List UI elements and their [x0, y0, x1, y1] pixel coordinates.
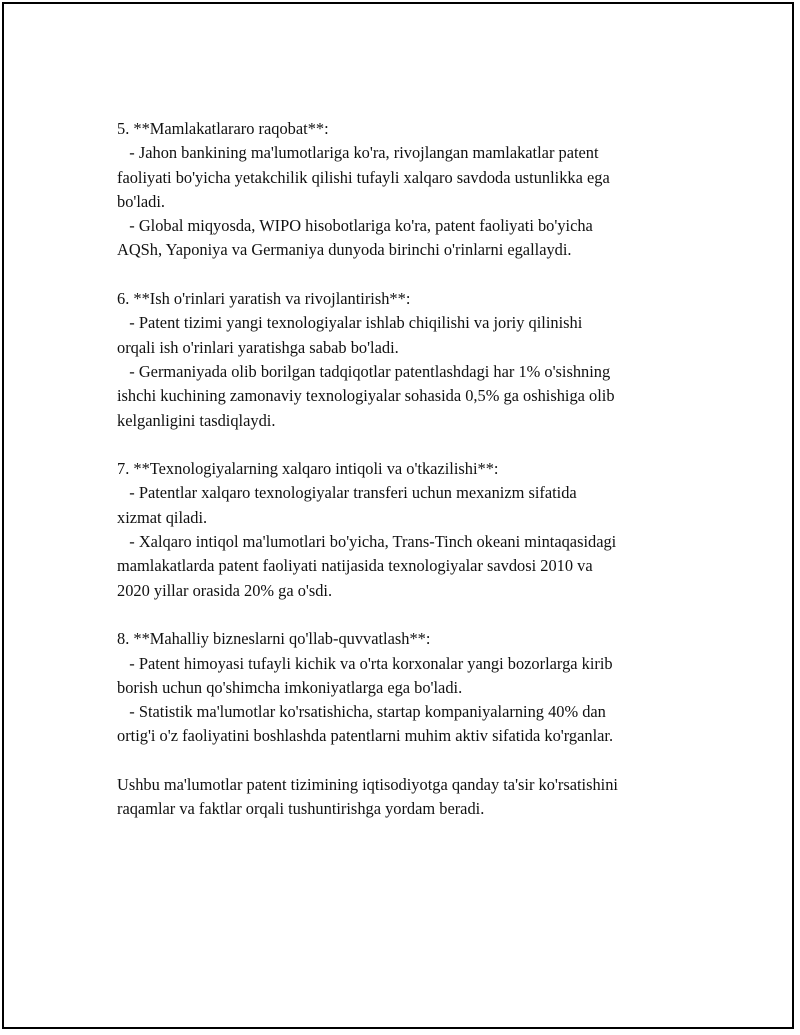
- section-7: [117, 457, 717, 603]
- section-line: borish uchun qo'shimcha imkoniyatlarga ega bo'ladi.: [117, 677, 463, 697]
- section-8: [117, 627, 717, 748]
- section-line: - Global miqyosda, WIPO hisobotlariga ko'ra, patent faoliyati bo'yicha: [117, 216, 593, 236]
- section-line: xizmat qiladi.: [117, 507, 208, 527]
- section-line: orqali ish o'rinlari yaratishga sabab bo'ladi.: [117, 337, 399, 357]
- section-line: - Patent tizimi yangi texnologiyalar ishlab chiqilishi va joriy qilinishi: [117, 313, 583, 333]
- section-5: [117, 117, 717, 263]
- section-line: faoliyati bo'yicha yetakchilik qilishi tufayli xalqaro savdoda ustunlikka ega: [117, 167, 610, 187]
- section-heading: 6. **Ish o'rinlari yaratish va rivojlantirish**:: [117, 289, 411, 309]
- section-line: - Germaniyada olib borilgan tadqiqotlar patentlashdagi har 1% o'sishning: [117, 361, 611, 381]
- section-line: mamlakatlarda patent faoliyati natijasida texnologiyalar savdosi 2010 va: [117, 556, 593, 576]
- section-line: - Jahon bankining ma'lumotlariga ko'ra, rivojlangan mamlakatlar patent: [117, 143, 599, 163]
- section-6: [117, 287, 717, 433]
- conclusion-paragraph: [117, 773, 717, 822]
- section-line: - Patent himoyasi tufayli kichik va o'rta korxonalar yangi bozorlarga kirib: [117, 653, 613, 673]
- section-line: ishchi kuchining zamonaviy texnologiyalar sohasida 0,5% ga oshishiga olib: [117, 386, 615, 406]
- section-heading: 5. **Mamlakatlararo raqobat**:: [117, 119, 329, 138]
- section-heading: 8. **Mahalliy bizneslarni qo'llab-quvvatlash**:: [117, 629, 431, 649]
- section-line: kelganligini tasdiqlaydi.: [117, 410, 276, 430]
- section-line: - Xalqaro intiqol ma'lumotlari bo'yicha, Trans-Tinch okeani mintaqasidagi: [117, 532, 617, 552]
- document-body: [117, 117, 717, 846]
- section-line: AQSh, Yaponiya va Germaniya dunyoda birinchi o'rinlarni egallaydi.: [117, 240, 572, 260]
- section-heading: 7. **Texnologiyalarning xalqaro intiqoli va o'tkazilishi**:: [117, 459, 499, 479]
- conclusion-line: Ushbu ma'lumotlar patent tizimining iqtisodiyotga qanday ta'sir ko'rsatishini: [117, 775, 618, 795]
- section-line: 2020 yillar orasida 20% ga o'sdi.: [117, 580, 333, 600]
- section-line: ortig'i o'z faoliyatini boshlashda patentlarni muhim aktiv sifatida ko'rganlar.: [117, 726, 614, 746]
- section-line: bo'ladi.: [117, 191, 166, 211]
- section-line: - Patentlar xalqaro texnologiyalar transferi uchun mexanizm sifatida: [117, 483, 577, 503]
- conclusion-line: raqamlar va faktlar orqali tushuntirishga yordam beradi.: [117, 799, 485, 819]
- section-line: - Statistik ma'lumotlar ko'rsatishicha, startap kompaniyalarning 40% dan: [117, 702, 606, 722]
